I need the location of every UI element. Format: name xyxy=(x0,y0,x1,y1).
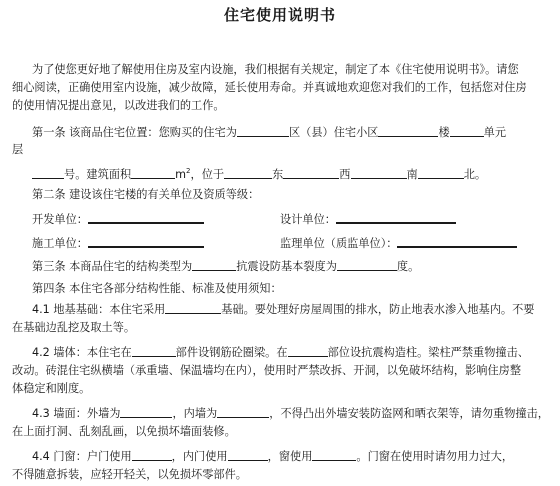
article-1-lead: 第一条 该商品住宅位置：您购买的住宅为 xyxy=(32,126,237,139)
s42-line-2: 改动。砖混住宅纵横墙（承重墙、保温墙均在内），使用时严禁改拆、开洞，以免破坏结构，影响住房整 xyxy=(12,364,522,377)
s41-b: 基础。要处理好房屋周围的排水，防止地表水渗入地基内。不要 xyxy=(221,303,535,316)
blank-inner-door xyxy=(228,450,268,461)
blank-developer xyxy=(88,212,204,224)
article-3-line xyxy=(32,260,419,274)
builder-label: 施工单位： xyxy=(32,237,88,250)
s42-line-1 xyxy=(32,346,529,360)
s44-b: ，内门使用 xyxy=(171,450,228,463)
intro-line-3: 的使用情况提出意见，以改进我们的工作。 xyxy=(12,99,225,112)
blank-structure-type xyxy=(192,260,236,271)
s42-a: 4.2 墙体：本住宅在 xyxy=(32,346,132,359)
blank-room-number xyxy=(32,168,64,179)
blank-district xyxy=(237,126,289,137)
blank-supervisor xyxy=(397,236,517,248)
blank-column xyxy=(288,346,328,357)
s42-line-3: 体稳定和刚度。 xyxy=(12,382,91,395)
designer-row xyxy=(280,212,456,227)
number-label: 号。建筑面积 xyxy=(64,168,132,181)
blank-ring-beam xyxy=(132,346,176,357)
east-label: 东 xyxy=(272,168,284,181)
blank-community xyxy=(378,126,438,137)
blank-window xyxy=(312,450,356,461)
designer-label: 设计单位： xyxy=(280,213,336,226)
building-label: 楼 xyxy=(438,126,450,139)
builder-row xyxy=(32,236,204,251)
developer-label: 开发单位： xyxy=(32,213,88,226)
supervisor-label: 监理单位（质监单位）： xyxy=(280,237,398,250)
s44-line-1 xyxy=(32,450,513,464)
blank-exterior-wall xyxy=(120,407,172,418)
s43-c: ，不得凸出外墙安装防盗网和晒衣架等，请勿重物撞击， xyxy=(269,407,549,420)
north-label: 北。 xyxy=(463,168,487,181)
supervisor-row xyxy=(280,236,517,251)
blank-south xyxy=(351,168,407,179)
unit-label: 单元 xyxy=(483,126,507,139)
blank-seismic-degree xyxy=(337,260,397,271)
s44-a: 4.4 门窗：户门使用 xyxy=(32,450,132,463)
blank-east xyxy=(224,168,272,179)
s43-a: 4.3 墙面：外墙为 xyxy=(32,407,121,420)
article-3-lead: 第三条 本商品住宅的结构类型为 xyxy=(32,260,193,273)
s44-line-2: 不得随意拆装，应轻开轻关，以免损坏零部件。 xyxy=(12,468,247,481)
s41-line-1 xyxy=(32,303,535,317)
blank-designer xyxy=(336,212,456,224)
west-label: 西 xyxy=(339,168,351,181)
blank-area xyxy=(131,168,175,179)
blank-north xyxy=(418,168,464,179)
sqm-superscript: 2 xyxy=(186,167,191,175)
blank-foundation xyxy=(165,303,221,314)
sqm-label: m xyxy=(175,168,187,181)
degree-label: 度。 xyxy=(396,260,420,273)
article-1-line-2 xyxy=(32,164,486,182)
article-1-line-1 xyxy=(32,126,506,140)
document-title: 住宅使用说明书 xyxy=(223,6,336,24)
blank-interior-wall xyxy=(217,407,269,418)
s44-d: 。门窗在使用时请勿用力过大， xyxy=(356,450,514,463)
seismic-label: 抗震设防基本裂度为 xyxy=(236,260,337,273)
south-label: 南 xyxy=(406,168,418,181)
floor-label: 层 xyxy=(12,143,24,156)
s41-line-2: 在基础边乱挖及取土等。 xyxy=(12,321,136,334)
article-4-lead: 第四条 本住宅各部分结构性能、标准及使用须知： xyxy=(32,282,282,295)
intro-line-2: 细心阅读，正确使用室内设施，减少故障，延长使用寿命。并真诚地欢迎您对我们的工作，包括您对住房 xyxy=(12,81,527,94)
located-label: ，位于 xyxy=(190,168,225,181)
article-2-lead: 第二条 建设该住宅楼的有关单位及资质等级： xyxy=(32,188,260,201)
s44-c: ，窗使用 xyxy=(267,450,313,463)
blank-west xyxy=(283,168,339,179)
blank-builder xyxy=(88,236,204,248)
s43-b: ，内墙为 xyxy=(172,407,218,420)
blank-building xyxy=(450,126,484,137)
blank-entry-door xyxy=(132,450,172,461)
s41-a: 4.1 地基基础：本住宅采用 xyxy=(32,303,166,316)
s43-line-2: 在上面打洞、乱刻乱画，以免损坏墙面装修。 xyxy=(12,425,236,438)
intro-line-1: 为了使您更好地了解使用住房及室内设施，我们根据有关规定，制定了本《住宅使用说明书》。请您 xyxy=(32,63,519,76)
s42-b: 部件设钢筋砼圈梁。在 xyxy=(175,346,288,359)
s42-c: 部位设抗震构造柱。梁柱严禁重物撞击、 xyxy=(327,346,529,359)
s43-line-1 xyxy=(32,407,549,421)
district-label: 区（县）住宅小区 xyxy=(288,126,379,139)
developer-row xyxy=(32,212,204,227)
